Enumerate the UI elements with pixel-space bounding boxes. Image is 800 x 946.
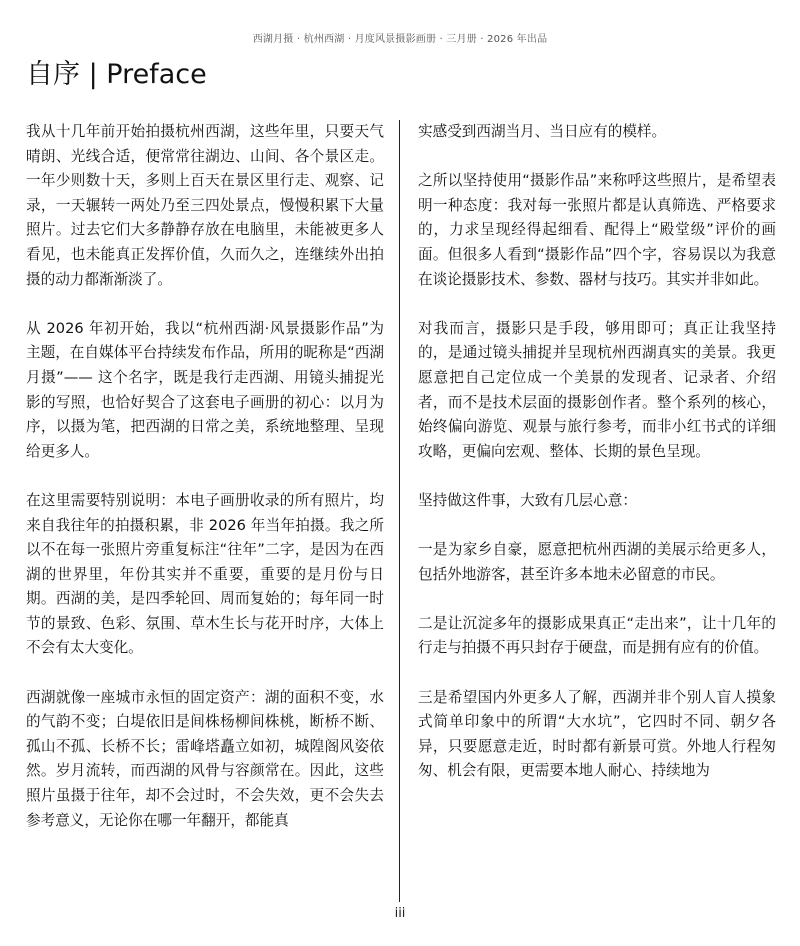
paragraph: 二是让沉淀多年的摄影成果真正“走出来”，让十几年的行走与拍摄不再只封存于硬盘，而是拥有应有的价值。	[418, 614, 776, 657]
right-text-column	[418, 120, 776, 809]
paragraph: 之所以坚持使用“摄影作品”来称呼这些照片，是希望表明一种态度：我对每一张照片都是认真筛选、严格要求的，力求呈现经得起细看、配得上“殿堂级”评价的画面。但很多人看到“摄影作品”四个字，容易误以为我意在谈论摄影技术、参数、器材与技巧。其实并非如此。	[418, 172, 776, 288]
paragraph: 西湖就像一座城市永恒的固定资产：湖的面积不变，水的气韵不变；白堤依旧是间株杨柳间株桃，断桥不断、孤山不孤、长桥不长；雷峰塔矗立如初，城隍阁风姿依然。岁月流转，而西湖的风骨与容颜常在。因此，这些照片虽摄于往年，却不会过时，不会失效，更不会失去参考意义，无论你在哪一年翻开，都能真	[26, 688, 384, 829]
paragraph: 实感受到西湖当月、当日应有的模样。	[418, 123, 667, 140]
page-number: iii	[394, 906, 406, 921]
paragraph: 一是为家乡自豪，愿意把杭州西湖的美展示给更多人，包括外地游客，甚至许多本地未必留意的市民。	[418, 541, 776, 583]
paragraph: 对我而言，摄影只是手段，够用即可；真正让我坚持的，是通过镜头捕捉并呈现杭州西湖真实的美景。我更愿意把自己定位成一个美景的发现者、记录者、介绍者，而不是技术层面的摄影创作者。整个系列的核心，始终偏向游览、观景与旅行参考，而非小红书式的详细攻略，更偏向宏观、整体、长期的景色呈现。	[418, 319, 776, 460]
paragraph: 在这里需要特别说明：本电子画册收录的所有照片，均来自我往年的拍摄积累，非 2026 年当年拍摄。我之所以不在每一张照片旁重复标注“往年”二字，是因为在西湖的世界里，年份其实并不重要，重要的是月份与日期。西湖的美，是四季轮回、周而复始的；每年同一时节的景致、色彩、氛围、草木生长与花开时序，大体上不会有太大变化。	[26, 491, 384, 657]
paragraph: 坚持做这件事，大致有几层心意：	[418, 491, 637, 509]
paragraph: 从 2026 年初开始，我以“杭州西湖·风景摄影作品”为主题，在自媒体平台持续发布作品，所用的昵称是“西湖月摄”—— 这个名字，既是我行走西湖、用镜头捕捉光影的写照，也恰好契合了这套电子画册的初心：以月为序，以摄为笔，把西湖的日常之美，系统地整理、呈现给更多人。	[26, 319, 384, 460]
running-header: 西湖月摄 · 杭州西湖 · 月度风景摄影画册 · 三月册 · 2026 年出品	[252, 34, 548, 45]
left-text-column	[26, 120, 384, 858]
column-divider	[399, 120, 400, 902]
paragraph: 三是希望国内外更多人了解，西湖并非个别人盲人摸象式简单印象中的所谓“大水坑”，它四时不同、朝夕各异，只要愿意走近，时时都有新景可赏。外地人行程匆匆、机会有限，更需要本地人耐心、持续地为	[418, 688, 776, 780]
paragraph: 我从十几年前开始拍摄杭州西湖，这些年里，只要天气晴朗、光线合适，便常常往湖边、山间、各个景区走。一年少则数十天，多则上百天在景区里行走、观察、记录，一天辗转一两处乃至三四处景点，慢慢积累下大量照片。过去它们大多静静存放在电脑里，未能被更多人看见，也未能真正发挥价值，久而久之，连继续外出拍摄的动力都渐渐淡了。	[26, 123, 384, 288]
page-title: 自序 | Preface	[26, 59, 207, 90]
